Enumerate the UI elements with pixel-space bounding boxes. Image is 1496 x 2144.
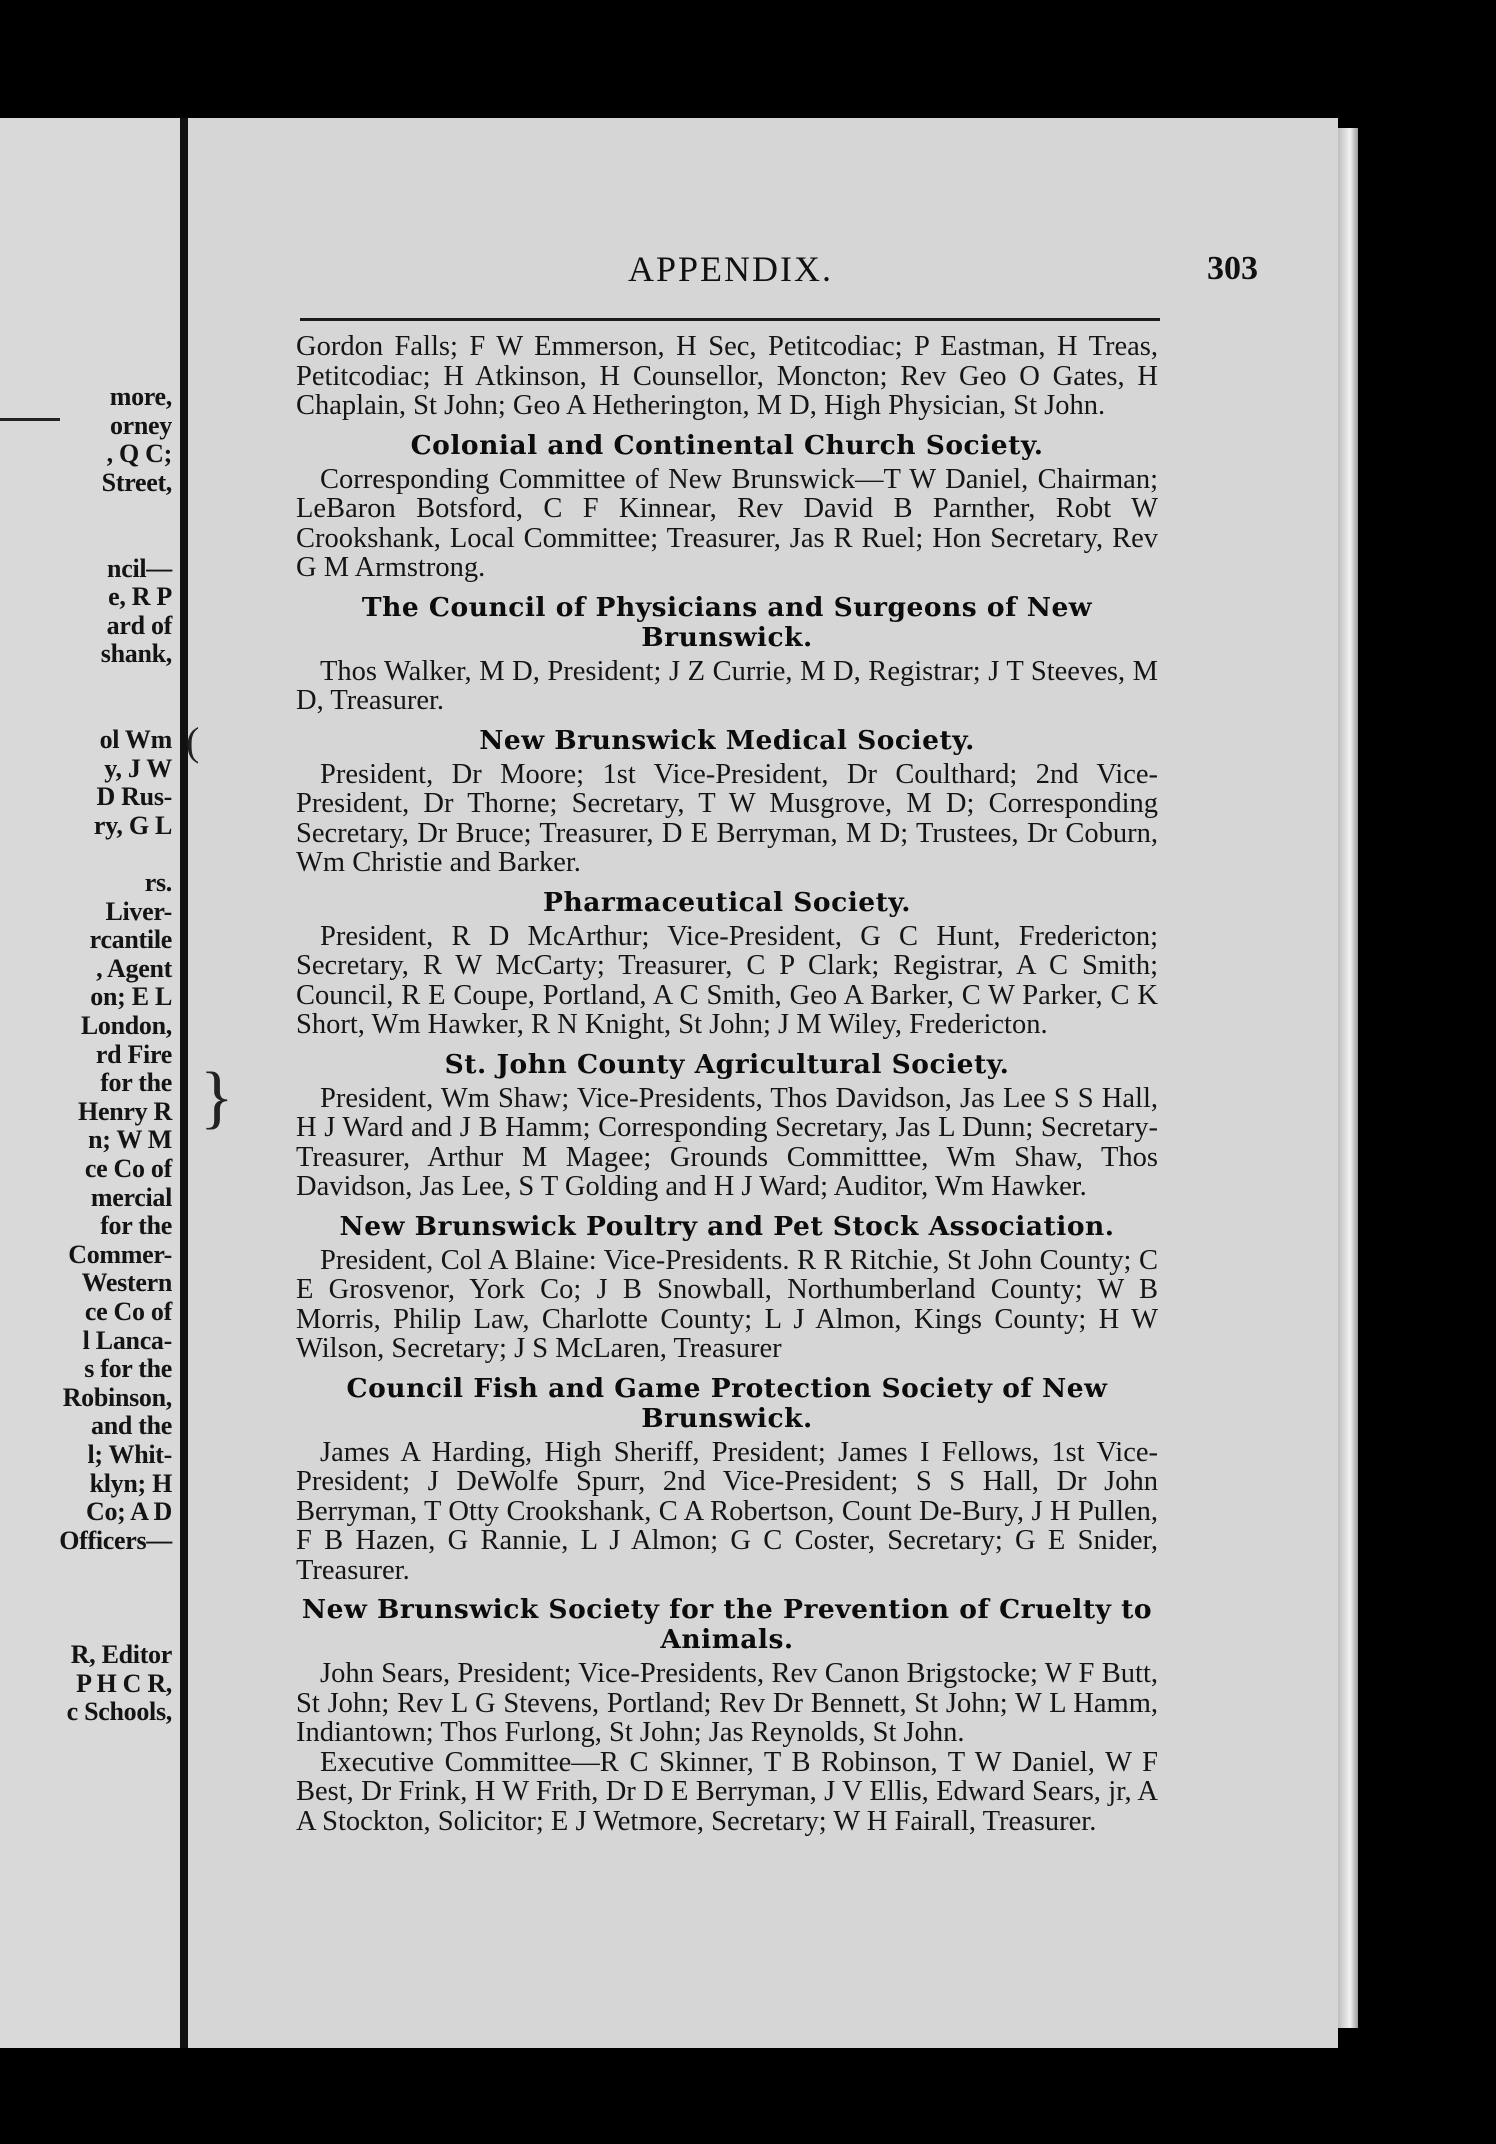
- left-page-rule: [0, 418, 60, 421]
- left-page-fragment: ry, G L: [93, 810, 172, 840]
- left-page-fragment: Henry R: [78, 1096, 172, 1126]
- left-page-fragment: P H C R,: [76, 1668, 172, 1698]
- left-page-fragment: c Schools,: [66, 1697, 172, 1727]
- left-page-fragment: rs.: [144, 868, 172, 898]
- section-paragraph: Thos Walker, M D, President; J Z Currie, M D, Registrar; J T Steeves, M D, Treasurer.: [296, 655, 1158, 716]
- left-page-fragment: Robinson,: [62, 1382, 172, 1412]
- section-heading: Council Fish and Game Protection Society of New Brunswick.: [346, 1372, 1108, 1434]
- left-page-fragment: Commer-: [68, 1239, 172, 1269]
- page-title: APPENDIX.: [628, 249, 834, 289]
- section-paragraph: Executive Committee—R C Skinner, T B Robinson, T W Daniel, W F Best, Dr Frink, H W Frith, Dr D E Berryman, J V Ellis, Edward Sears, jr, A A Stockton, Solicitor; E J Wetmore, Secretary; W H Fairall, Treasurer.: [296, 1746, 1158, 1837]
- section-heading: Pharmaceutical Society.: [543, 886, 911, 918]
- left-page-fragment: Co; A D: [85, 1497, 172, 1527]
- margin-bracket: }: [200, 1059, 234, 1136]
- section-paragraph: President, Dr Moore; 1st Vice-President, Dr Coulthard; 2nd Vice-President, Dr Thorne; Secretary, T W Musgrove, M D; Corresponding Secretary, Dr Bruce; Treasurer, D E Berryman, M D; Trustees, Dr Coburn, Wm Christie and Barker.: [296, 758, 1158, 878]
- left-page-fragment: s for the: [84, 1354, 172, 1384]
- running-header: [298, 248, 1368, 298]
- left-page-fragment: London,: [80, 1011, 172, 1041]
- left-page-text-fragments: [59, 383, 172, 1727]
- header-rule: [300, 318, 1160, 321]
- left-page-fragment: Western: [81, 1268, 172, 1298]
- section-paragraph: President, Wm Shaw; Vice-Presidents, Thos Davidson, Jas Lee S S Hall, H J Ward and J B Hamm; Corresponding Secretary, Jas L Dunn; Secretary-Treasurer, Arthur M Magee; Grounds Committtee, Wm Shaw, Thos Davidson, Jas Lee, S T Golding and H J Ward; Auditor, Wm Hawker.: [296, 1082, 1158, 1202]
- left-page-fragment: ard of: [106, 610, 172, 640]
- left-page-fragment: l; Whit-: [87, 1439, 172, 1469]
- left-page-fragment: Street,: [101, 467, 172, 497]
- left-page-fragment: mercial: [90, 1182, 172, 1212]
- section-heading: New Brunswick Medical Society.: [479, 724, 975, 756]
- left-page-fragment: Officers—: [59, 1525, 172, 1555]
- page-content: [296, 332, 1158, 1836]
- left-page-fragment: klyn; H: [89, 1468, 172, 1498]
- left-page-fragment: more,: [109, 382, 172, 411]
- left-page-fragment: ce Co of: [84, 1154, 172, 1184]
- section-heading: St. John County Agricultural Society.: [444, 1048, 1010, 1080]
- left-page-fragment: [59, 497, 172, 526]
- appendix-page: [188, 118, 1338, 2048]
- book-gutter: [180, 118, 188, 2048]
- left-page-fragment: [59, 1555, 172, 1584]
- left-page-fragment: and the: [91, 1411, 172, 1441]
- left-page-fragment: R, Editor: [70, 1640, 172, 1670]
- left-page-fragment: for the: [100, 1211, 172, 1241]
- page-number: 303: [1207, 250, 1258, 287]
- left-page-fragment: [59, 1613, 172, 1642]
- margin-mark: (: [186, 719, 200, 764]
- left-page-fragment: ce Co of: [84, 1297, 172, 1326]
- left-page-fragment: l Lanca-: [82, 1325, 172, 1355]
- section-paragraph: Corresponding Committee of New Brunswick—T W Daniel, Chairman; LeBaron Botsford, C F Kinnear, Rev David B Parnther, Robt W Crookshank, Local Committee; Treasurer, Jas R Ruel; Hon Secretary, Rev G M Armstrong.: [296, 463, 1158, 583]
- left-facing-page: [0, 118, 180, 2048]
- section-heading: New Brunswick Society for the Prevention of Cruelty to Animals.: [301, 1594, 1153, 1655]
- section-heading: Colonial and Continental Church Society.: [410, 429, 1044, 461]
- section-paragraph: President, Col A Blaine: Vice-Presidents. R R Ritchie, St John County; C E Grosvenor, York Co; J B Snowball, Northumberland County; W B Morris, Philip Law, Charlotte County; L J Almon, Kings County; H W Wilson, Secretary; J S McLaren, Treasurer: [296, 1244, 1158, 1364]
- left-page-fragment: orney: [109, 410, 172, 440]
- left-page-fragment: on; E L: [90, 982, 172, 1012]
- left-page-fragment: e, R P: [108, 582, 172, 612]
- left-page-fragment: [59, 526, 172, 555]
- page-edge: [1338, 128, 1358, 2028]
- left-page-fragment: rd Fire: [95, 1039, 172, 1069]
- left-page-fragment: ol Wm: [99, 725, 172, 755]
- left-page-fragment: ncil—: [107, 553, 172, 583]
- section-heading: The Council of Physicians and Surgeons of New Brunswick.: [361, 591, 1093, 653]
- left-page-fragment: [59, 841, 172, 870]
- left-page-fragment: , Q C;: [106, 439, 172, 469]
- left-page-fragment: [59, 698, 172, 727]
- left-page-fragment: n; W M: [88, 1125, 172, 1155]
- left-page-fragment: rcantile: [89, 925, 172, 955]
- section-paragraph: James A Harding, High Sheriff, President; James I Fellows, 1st Vice-President; J DeWolfe Spurr, 2nd Vice-President; S S Hall, Dr John Berryman, T Otty Crookshank, C A Robertson, Count De-Bury, J H Pullen, F B Hazen, G Rannie, L J Almon; G C Coster, Secretary; G E Snider, Treasurer.: [296, 1436, 1158, 1586]
- left-page-fragment: y, J W: [104, 753, 172, 783]
- left-page-fragment: for the: [100, 1068, 172, 1098]
- section-paragraph: President, R D McArthur; Vice-President, G C Hunt, Fredericton; Secretary, R W McCarty; Treasurer, C P Clark; Registrar, A C Smith; Council, R E Coupe, Portland, A C Smith, Geo A Barker, C W Parker, C K Short, Wm Hawker, R N Knight, St John; J M Wiley, Fredericton.: [296, 920, 1158, 1040]
- left-page-fragment: [59, 669, 172, 698]
- left-page-fragment: D Rus-: [96, 782, 172, 812]
- left-page-fragment: [59, 1584, 172, 1613]
- section-heading: New Brunswick Poultry and Pet Stock Association.: [339, 1210, 1115, 1242]
- section-paragraph: John Sears, President; Vice-Presidents, Rev Canon Brigstocke; W F Butt, St John; Rev L G Stevens, Portland; Rev Dr Bennett, St John; W L Hamm, Indiantown; Thos Furlong, St John; Jas Reynolds, St John.: [296, 1658, 1158, 1748]
- section-paragraph: Gordon Falls; F W Emmerson, H Sec, Petitcodiac; P Eastman, H Treas, Petitcodiac; H Atkinson, H Counsellor, Moncton; Rev Geo O Gates, H Chaplain, St John; Geo A Hetherington, M D, High Physician, St John.: [296, 331, 1158, 421]
- left-page-fragment: shank,: [100, 639, 172, 669]
- left-page-fragment: Liver-: [105, 896, 172, 926]
- left-page-fragment: , Agent: [96, 953, 172, 983]
